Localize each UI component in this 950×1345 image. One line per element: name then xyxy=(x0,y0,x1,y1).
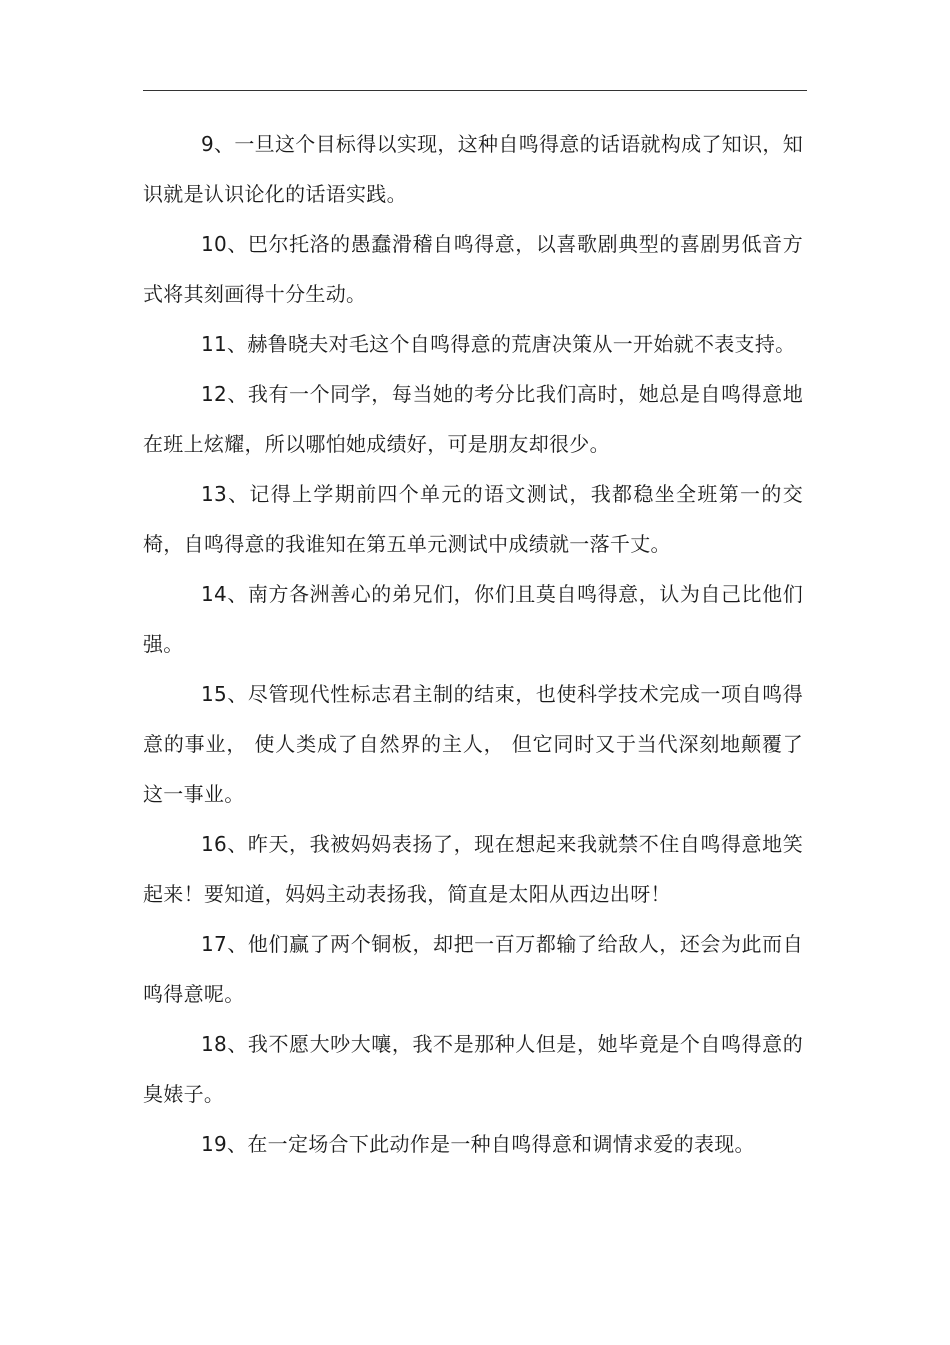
header-rule xyxy=(143,90,807,91)
paragraph-17: 17、他们赢了两个铜板，却把一百万都输了给敌人，还会为此而自鸣得意呢。 xyxy=(143,932,803,1006)
paragraph-16: 16、昨天，我被妈妈表扬了，现在想起来我就禁不住自鸣得意地笑起来！要知道，妈妈主动表扬我，简直是太阳从西边出呀！ xyxy=(143,832,803,906)
paragraph-11: 11、赫鲁晓夫对毛这个自鸣得意的荒唐决策从一开始就不表支持。 xyxy=(201,332,796,356)
paragraph-13: 13、记得上学期前四个单元的语文测试，我都稳坐全班第一的交椅，自鸣得意的我谁知在第五单元测试中成绩就一落千丈。 xyxy=(143,482,803,556)
paragraph-9: 9、一旦这个目标得以实现，这种自鸣得意的话语就构成了知识，知识就是认识论化的话语实践。 xyxy=(143,132,803,206)
paragraph-18: 18、我不愿大吵大嚷，我不是那种人但是，她毕竟是个自鸣得意的臭婊子。 xyxy=(143,1032,803,1106)
paragraph-15: 15、尽管现代性标志君主制的结束，也使科学技术完成一项自鸣得意的事业， 使人类成了自然界的主人， 但它同时又于当代深刻地颠覆了这一事业。 xyxy=(143,682,803,806)
paragraph-10: 10、巴尔托洛的愚蠢滑稽自鸣得意，以喜歌剧典型的喜剧男低音方式将其刻画得十分生动。 xyxy=(143,232,803,306)
paragraph-19: 19、在一定场合下此动作是一种自鸣得意和调情求爱的表现。 xyxy=(201,1132,755,1156)
document-body xyxy=(143,119,803,1169)
paragraph-14: 14、南方各洲善心的弟兄们，你们且莫自鸣得意，认为自己比他们强。 xyxy=(143,582,803,656)
paragraph-12: 12、我有一个同学，每当她的考分比我们高时，她总是自鸣得意地在班上炫耀，所以哪怕她成绩好，可是朋友却很少。 xyxy=(143,382,803,456)
